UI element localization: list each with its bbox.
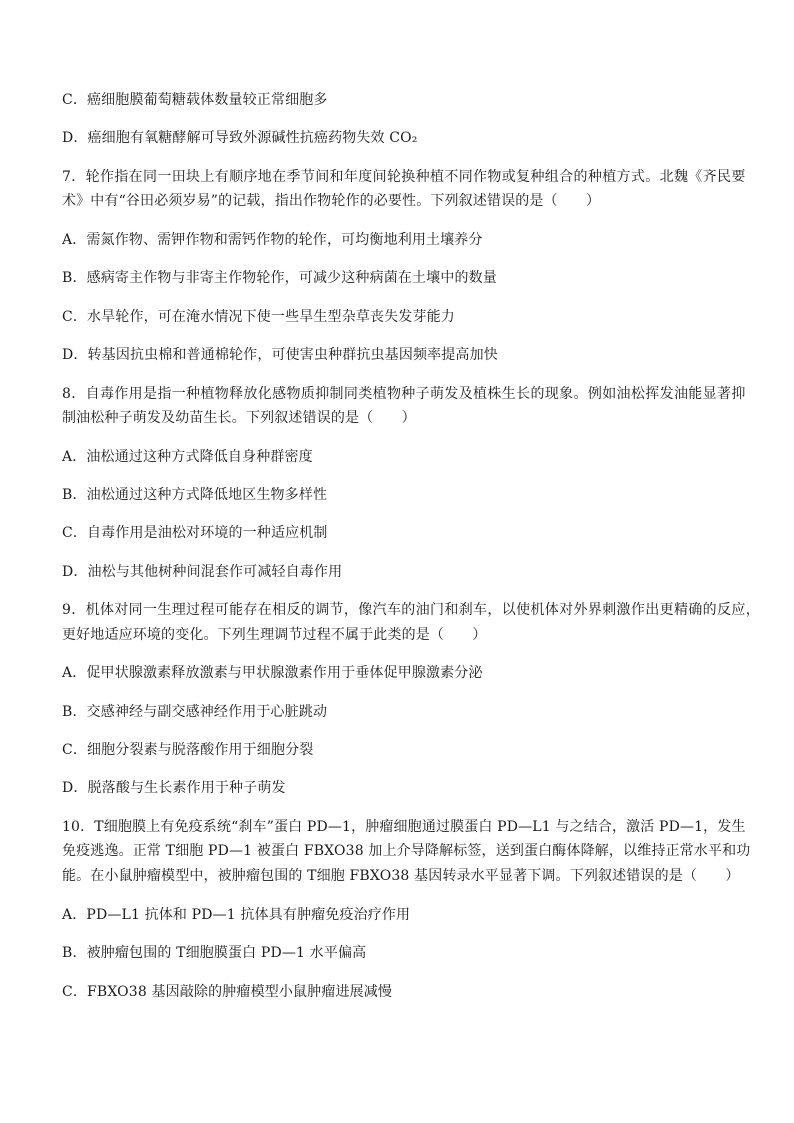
q9-option-c: C．细胞分裂素与脱落酸作用于细胞分裂 xyxy=(62,742,314,758)
q10-stem-line-3: 能。在小鼠肿瘤模型中，被肿瘤包围的 T细胞 FBXO38 基因转录水平显著下调。下列叙述错误的是（ ） xyxy=(62,868,740,884)
q7-stem-line-2: 术》中有“谷田必须岁易”的记载，指出作物轮作的必要性。下列叙述错误的是（ ） xyxy=(62,193,601,209)
q7-option-a: A．需氮作物、需钾作物和需钙作物的轮作，可均衡地利用土壤养分 xyxy=(62,232,483,248)
q9-option-d: D．脱落酸与生长素作用于种子萌发 xyxy=(62,780,286,796)
q8-option-a: A．油松通过这种方式降低自身种群密度 xyxy=(62,449,313,465)
q7-stem-line-1: 7．轮作指在同一田块上有顺序地在季节间和年度间轮换种植不同作物或复种组合的种植方式。北魏《齐民要 xyxy=(62,169,746,185)
q8-option-b: B．油松通过这种方式降低地区生物多样性 xyxy=(62,487,328,503)
q9-option-b: B．交感神经与副交感神经作用于心脏跳动 xyxy=(62,704,328,720)
q10-option-b: B．被肿瘤包围的 T细胞膜蛋白 PD—1 水平偏高 xyxy=(62,945,367,961)
q8-stem-line-2: 制油松种子萌发及幼苗生长。下列叙述错误的是（ ） xyxy=(62,410,416,426)
q10-option-a: A．PD—L1 抗体和 PD—1 抗体具有肿瘤免疫治疗作用 xyxy=(62,907,411,923)
q9-option-a: A．促甲状腺激素释放激素与甲状腺激素作用于垂体促甲腺激素分泌 xyxy=(62,665,483,681)
q7-option-c: C．水旱轮作，可在淹水情况下使一些旱生型杂草丧失发芽能力 xyxy=(62,309,455,325)
q7-option-b: B．感病寄主作物与非寄主作物轮作，可减少这种病菌在土壤中的数量 xyxy=(62,270,497,286)
q8-option-d: D．油松与其他树种间混套作可减轻自毒作用 xyxy=(62,564,343,580)
q10-option-c: C．FBXO38 基因敲除的肿瘤模型小鼠肿瘤进展减慢 xyxy=(62,984,393,1000)
q6-option-c: C．癌细胞膜葡萄糖载体数量较正常细胞多 xyxy=(62,92,328,108)
q8-option-c: C．自毒作用是油松对环境的一种适应机制 xyxy=(62,525,328,541)
q10-stem-line-1: 10．T细胞膜上有免疫系统“刹车”蛋白 PD—1，肿瘤细胞通过膜蛋白 PD—L1 与之结合，激活 PD—1，发生 xyxy=(62,819,746,835)
q10-stem-line-2: 免疫逃逸。正常 T细胞 PD—1 被蛋白 FBXO38 加上介导降解标签，送到蛋白酶体降解，以维持正常水平和功 xyxy=(62,843,751,859)
q8-stem-line-1: 8．自毒作用是指一种植物释放化感物质抑制同类植物种子萌发及植株生长的现象。例如油松挥发油能显著抑 xyxy=(62,386,746,402)
q7-option-d: D．转基因抗虫棉和普通棉轮作，可使害虫种群抗虫基因频率提高加快 xyxy=(62,347,498,363)
q9-stem-line-1: 9．机体对同一生理过程可能存在相反的调节，像汽车的油门和刹车，以使机体对外界刺激作出更精确的反应， xyxy=(62,602,761,618)
q9-stem-line-2: 更好地适应环境的变化。下列生理调节过程不属于此类的是（ ） xyxy=(62,627,487,643)
q6-option-d: D．癌细胞有氧糖酵解可导致外源碱性抗癌药物失效 CO₂ xyxy=(62,130,418,146)
